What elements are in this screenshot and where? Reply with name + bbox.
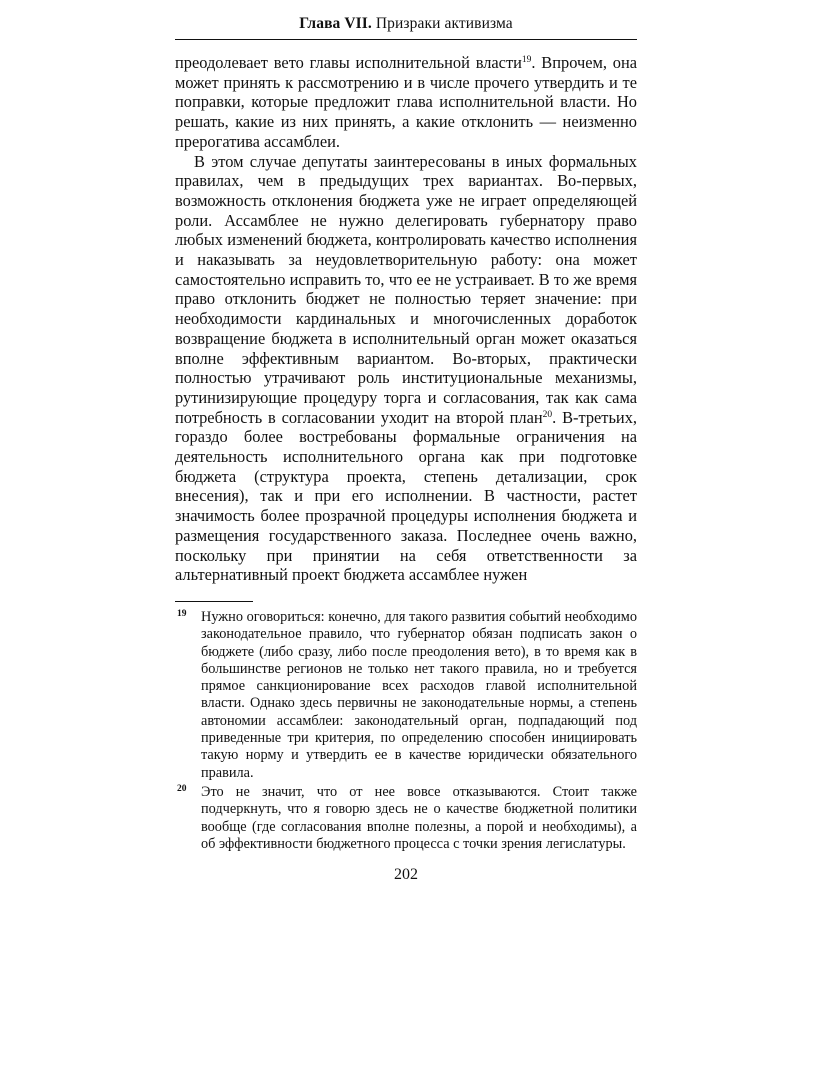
paragraph-1-part-a: преодолевает вето главы исполнительной власти [175, 53, 522, 72]
footnote-number: 19 [177, 608, 187, 619]
page-number: 202 [394, 866, 418, 884]
paragraph-1 [175, 53, 637, 152]
footnote-ref-19: 19 [521, 55, 532, 65]
paragraph-1-part-b: . Впрочем, она может принять к рассмотрению и в числе прочего утвердить и те поправки, которые предложит глава исполнительной власти. Но решать, какие из них принять, а какие отклонить — неизменно прерогатива ассамблеи. [175, 53, 637, 151]
footnote-rule [175, 601, 253, 602]
footnote-20 [175, 784, 637, 853]
footnote-text: Нужно оговориться: конечно, для такого развития событий необходимо законодательное правило, что губернатор обязан подписать закон о бюджете (либо сразу, либо после преодоления вето), в то время как в большинстве регионов не только нет такого правила, но и требуется прямое санкционирование всех расходов главой исполнительной власти. Однако здесь первичны не законодательные нормы, а степень автономии ассамблеи: законодательный орган, подпадающий под приведенные три критерия, по определению способен инициировать такую норму и утвердить ее в качестве юридически обязательного правила. [201, 608, 637, 781]
chapter-title: Призраки активизма [375, 15, 513, 32]
main-text [175, 53, 637, 585]
paragraph-2-part-a: В этом случае депутаты заинтересованы в иных формальных правилах, чем в предыдущих трех вариантах. Во-первых, возможность отклонения бюджета уже не играет определяющей роли. Ассамблее не нужно делегировать губернатору право любых изменений бюджета, контролировать качество исполнения и наказывать за неудовлетворительную работу: она может самостоятельно исправить то, что ее не устраивает. В то же время право отклонить бюджет не полностью теряет значение: при необходимости кардинальных и многочисленных доработок возвращение бюджета в исполнительный орган может оказаться вполне эффективным вариантом. Во-вторых, практически полностью утрачивают роль институциональные механизмы, рутинизирующие процедуру торга и согласования, так как сама потребность в согласовании уходит на второй план [175, 151, 637, 427]
footnote-ref-20: 20 [542, 409, 553, 420]
running-header [175, 14, 637, 34]
footnote-number: 20 [177, 783, 187, 794]
book-page [175, 14, 637, 885]
footnote-text: Это не значит, что от нее вовсе отказываются. Стоит также подчеркнуть, что я говорю здесь не о качестве бюджетной политики вообще (где согласования вполне полезны, а порой и необходимы), а об эффективности бюджетного процесса с точки зрения легислатуры. [201, 783, 637, 852]
footnotes [175, 609, 637, 853]
paragraph-2-part-b: . В-третьих, гораздо более востребованы формальные ограничения на деятельность исполнительного органа как при подготовке бюджета (структура проекта, степень детализации, срок внесения), так и при его исполнении. В частности, растет значимость более прозрачной процедуры исполнения бюджета и размещения государственного заказа. Последнее очень важно, поскольку при принятии на себя ответственности за альтернативный проект бюджета ассамблее нужен [175, 407, 637, 585]
paragraph-2 [175, 152, 637, 585]
header-rule [175, 39, 637, 40]
footnote-19 [175, 609, 637, 782]
chapter-label: Глава VII. [299, 15, 372, 32]
